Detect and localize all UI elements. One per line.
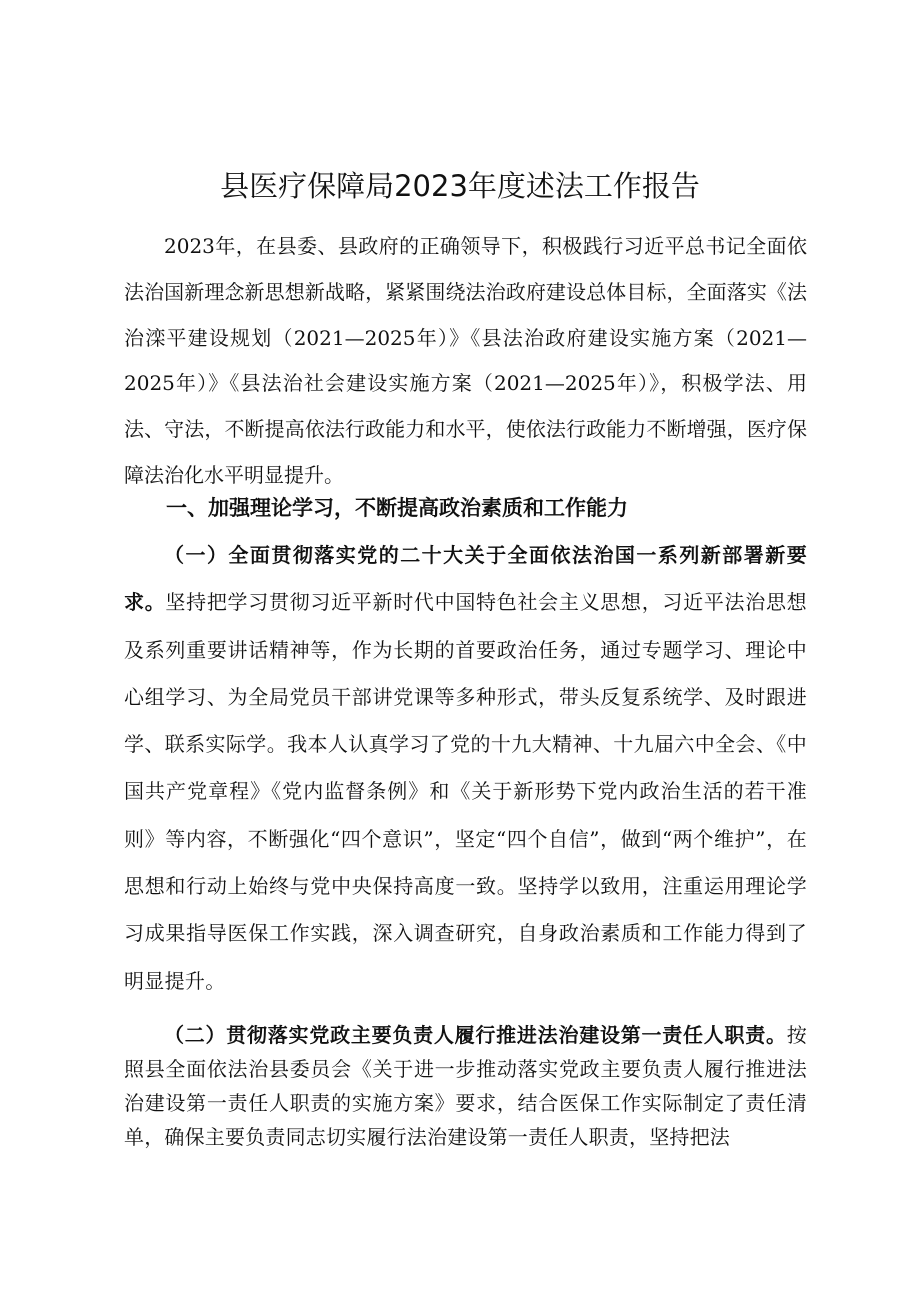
section-1-item-1-lead: （一）全面贯彻落实党的二十大关于全面依法治国一系列新部署新要求。: [124, 543, 807, 615]
section-1-item-2-paragraph: [124, 1018, 807, 1154]
section-1-item-1-paragraph: [124, 532, 807, 1005]
section-1-item-1-body: 坚持把学习贯彻习近平新时代中国特色社会主义思想，习近平法治思想及系列重要讲话精神等，作为长期的首要政治任务，通过专题学习、理论中心组学习、为全局党员干部讲党课等多种形式，带头反复系统学、及时跟进学、联系实际学。我本人认真学习了党的十九大精神、十九届六中全会、《中国共产党章程》《党内监督条例》和《关于新形势下党内政治生活的若干准则》等内容，不断强化“四个意识”，坚定“四个自信”，做到“两个维护”，在思想和行动上始终与党中央保持高度一致。坚持学以致用，注重运用理论学习成果指导医保工作实践，深入调查研究，自身政治素质和工作能力得到了明显提升。: [124, 590, 807, 993]
section-1-item-2-body: 按照县全面依法治县委员会《关于进一步推动落实党政主要负责人履行推进法治建设第一责任人职责的实施方案》要求，结合医保工作实际制定了责任清单，确保主要负责同志切实履行法治建设第一责任人职责，坚持把法: [124, 1023, 807, 1149]
section-1-item-2-lead: （二）贯彻落实党政主要负责人履行推进法治建设第一责任人职责。: [164, 1023, 787, 1047]
document-title: 县医疗保障局2023年度述法工作报告: [220, 169, 700, 203]
intro-paragraph: 2023年，在县委、县政府的正确领导下，积极践行习近平总书记全面依法治国新理念新思想新战略，紧紧围绕法治政府建设总体目标，全面落实《法治滦平建设规划（2021—2025年）》《县法治政府建设实施方案（2021—2025年）》《县法治社会建设实施方案（2021—2025年）》，积极学法、用法、守法，不断提高依法行政能力和水平，使依法行政能力不断增强，医疗保障法治化水平明显提升。: [124, 234, 807, 487]
section-heading-1: 一、加强理论学习，不断提高政治素质和工作能力: [166, 496, 628, 520]
